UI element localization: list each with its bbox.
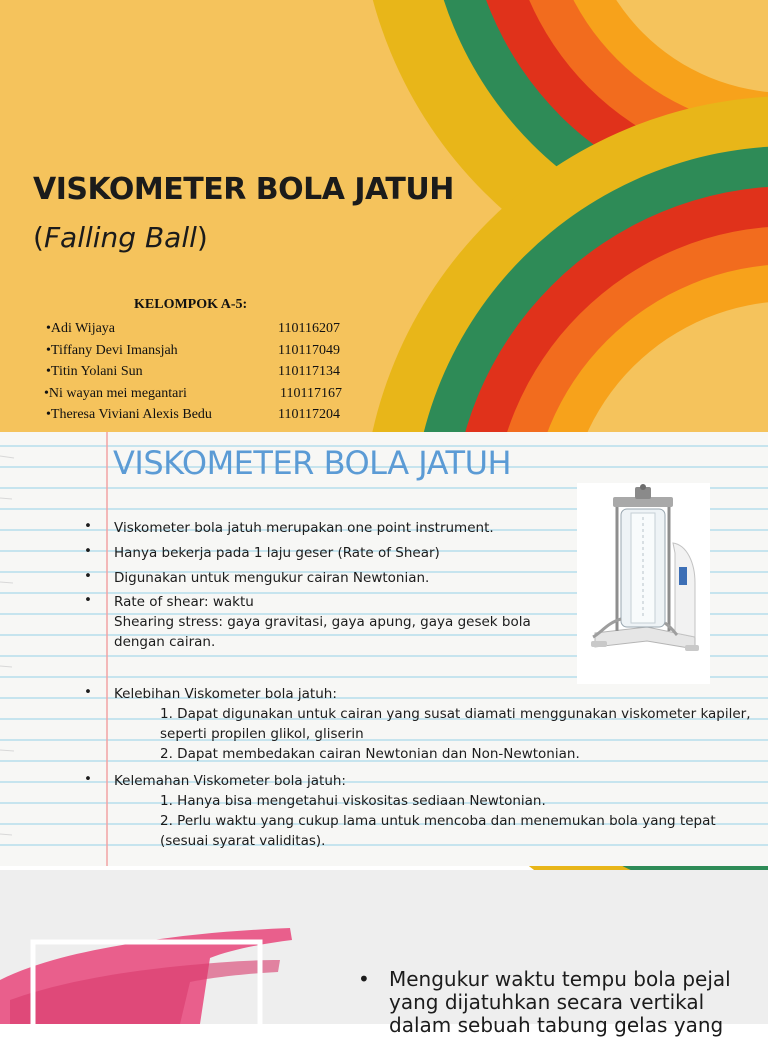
- bullet-text: Digunakan untuk mengukur cairan Newtonian.: [114, 570, 430, 586]
- member-nim: 110117049: [278, 342, 340, 358]
- bullet-text: Hanya bekerja pada 1 laju geser (Rate of Shear): [114, 545, 440, 561]
- member-item: [46, 361, 356, 383]
- bullet-marker: •: [84, 568, 92, 584]
- member-nim: 110117204: [278, 407, 340, 422]
- slide3-line: yang dijatuhkan secara vertikal: [389, 990, 705, 1014]
- slide3-line: Mengukur waktu tempu bola pejal: [389, 967, 731, 991]
- sub-item: (sesuai syarat validitas).: [160, 833, 326, 849]
- member-name: •Ni wayan mei megantari: [44, 385, 187, 401]
- bullet-marker: •: [84, 592, 92, 608]
- member-item: [46, 340, 356, 362]
- sub-item: 1. Hanya bisa mengetahui viskositas sediaan Newtonian.: [160, 793, 546, 809]
- slide1-title: VISKOMETER BOLA JATUH: [33, 172, 454, 207]
- bullet-text: Kelemahan Viskometer bola jatuh:: [114, 773, 346, 789]
- subtitle-close-paren: ): [196, 221, 208, 254]
- bullet-text-line3: dengan cairan.: [114, 634, 216, 650]
- subtitle-open-paren: (: [33, 221, 44, 254]
- member-item: [46, 404, 356, 426]
- slide2-title: VISKOMETER BOLA JATUH: [113, 444, 512, 482]
- member-name: •Titin Yolani Sun: [46, 364, 143, 379]
- viscometer-image: [577, 483, 710, 684]
- member-nim: 110116207: [278, 321, 340, 336]
- member-nim: 110117167: [280, 385, 342, 401]
- member-nim: 110117134: [278, 364, 340, 379]
- slide1-subtitle: [33, 221, 208, 254]
- member-name: •Adi Wijaya: [46, 321, 116, 336]
- bullet-marker: •: [84, 684, 92, 700]
- member-name: •Theresa Viviani Alexis Bedu: [46, 407, 212, 422]
- sub-item: 2. Perlu waktu yang cukup lama untuk mencoba dan menemukan bola yang tepat: [160, 813, 716, 829]
- bullet-marker: •: [84, 771, 92, 787]
- bullet-text-line2: Shearing stress: gaya gravitasi, gaya apung, gaya gesek bola: [114, 614, 531, 630]
- falling-ball-viscometer-icon: [577, 483, 710, 684]
- bullet-text: Kelebihan Viskometer bola jatuh:: [114, 686, 337, 702]
- slide3-text: [389, 968, 749, 1037]
- bullet-marker: •: [84, 518, 92, 534]
- bullet-marker: •: [84, 543, 92, 559]
- bullet-text: Viskometer bola jatuh merupakan one point instrument.: [114, 520, 494, 536]
- member-item: [44, 383, 354, 405]
- group-label: KELOMPOK A-5:: [134, 297, 248, 312]
- member-name: •Tiffany Devi Imansjah: [46, 342, 178, 358]
- sub-item: seperti propilen glikol, gliserin: [160, 726, 364, 742]
- member-list: [46, 318, 356, 426]
- slide-method: [0, 870, 768, 1037]
- bullet-text: Rate of shear: waktu: [114, 594, 254, 610]
- subtitle-italic: Falling Ball: [43, 221, 197, 254]
- slide3-line: dalam sebuah tabung gelas yang: [389, 1013, 724, 1037]
- slide-content: [0, 432, 768, 866]
- sub-item: 1. Dapat digunakan untuk cairan yang susat diamati menggunakan viskometer kapiler,: [160, 706, 751, 722]
- sub-item: 2. Dapat membedakan cairan Newtonian dan Non-Newtonian.: [160, 746, 580, 762]
- slide3-bullet-marker: •: [358, 967, 370, 991]
- member-item: [46, 318, 356, 340]
- slide-title: [0, 0, 768, 432]
